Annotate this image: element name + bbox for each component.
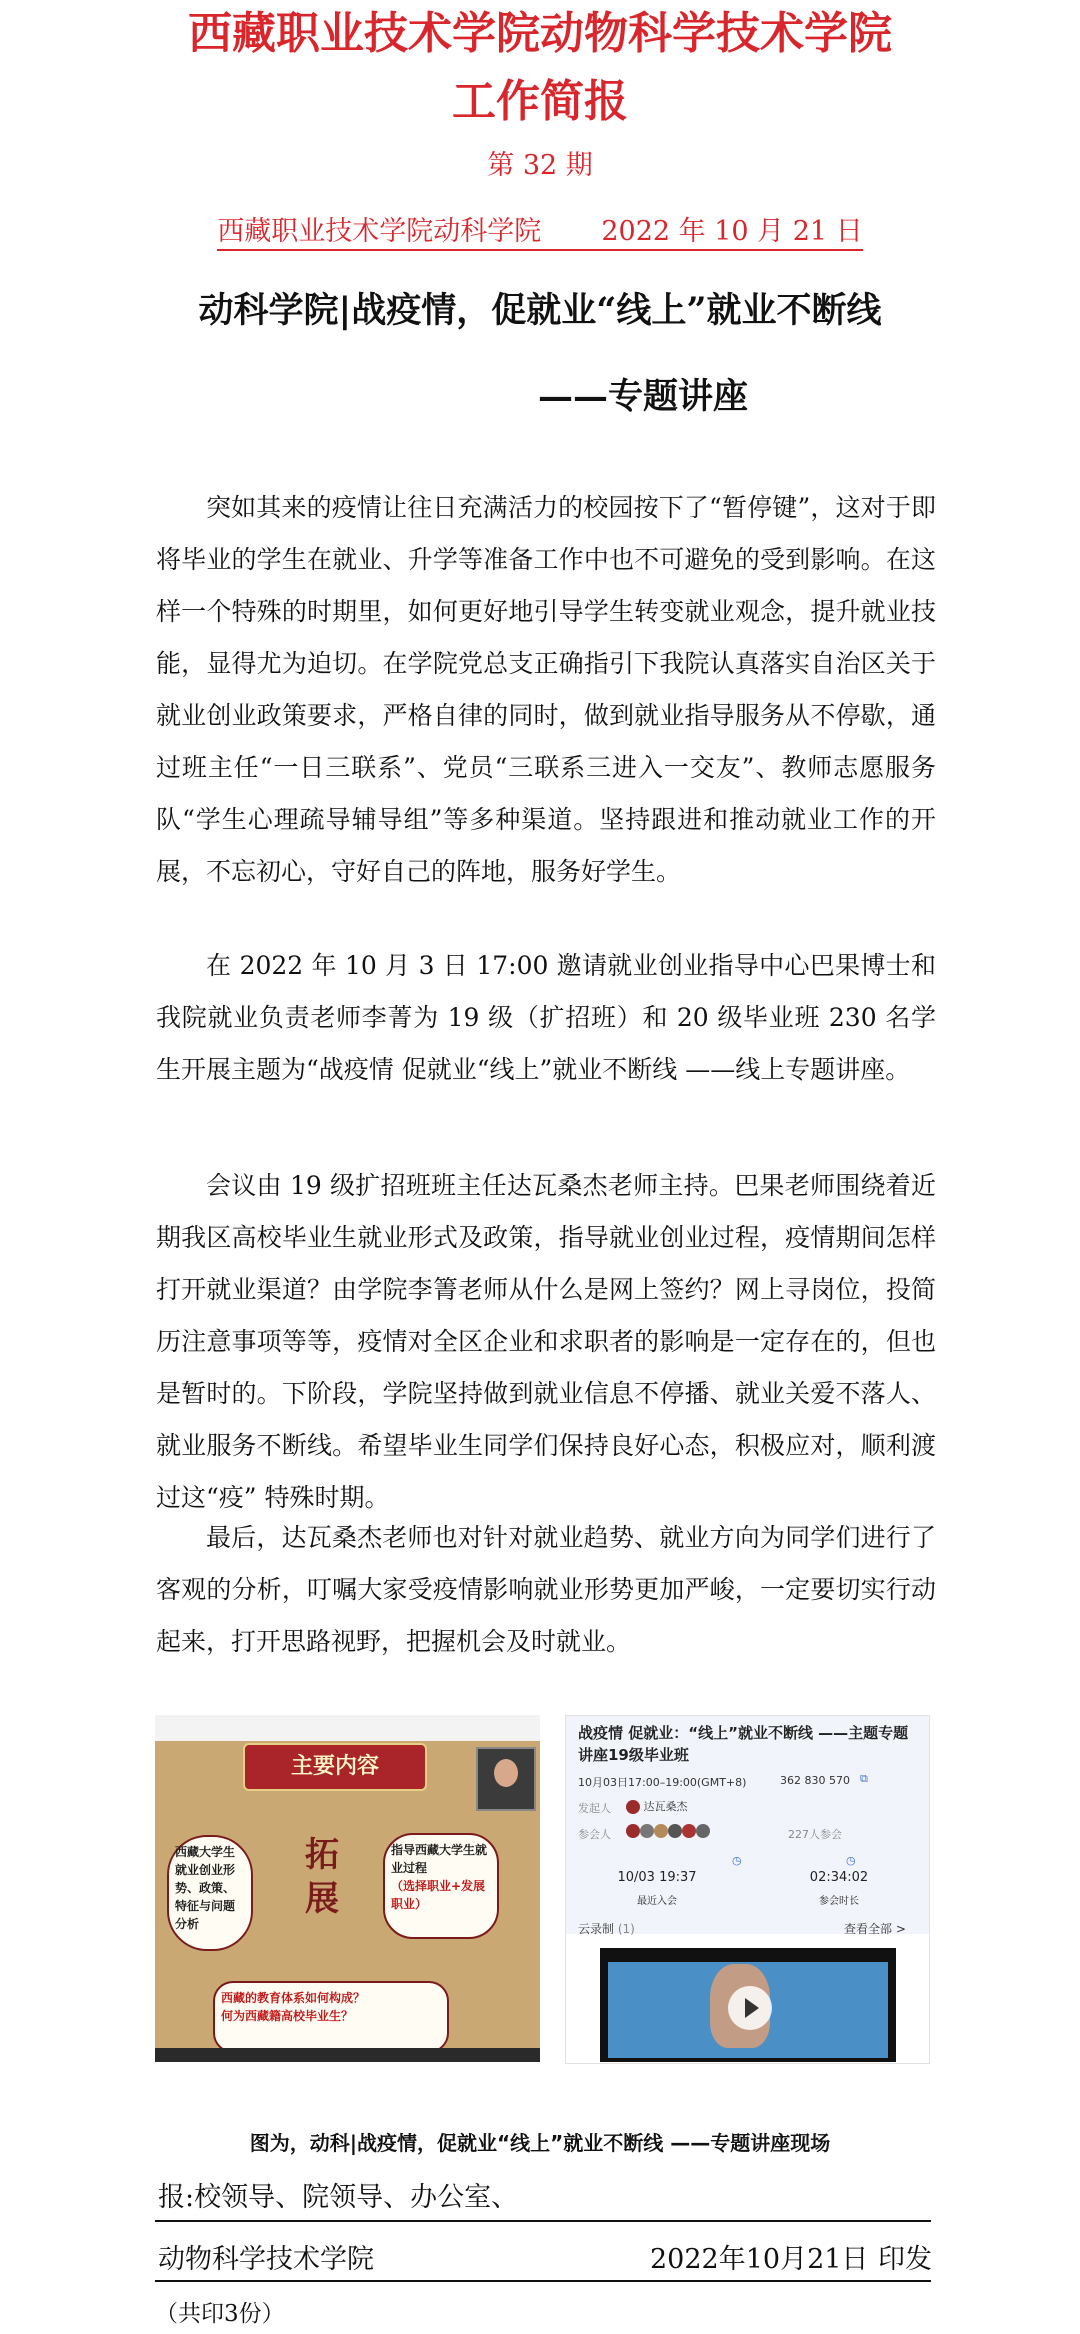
view-all-link[interactable]: 查看全部 >	[844, 1922, 906, 1936]
paragraph-3: 会议由 19 级扩招班班主任达瓦桑杰老师主持。巴果老师围绕着近期我区高校毕业生就业形式及政策，指导就业创业过程，疫情期间怎样打开就业渠道？由学院李箐老师从什么是网上签约？网上寻岗位，投简历注意事项等等，疫情对全区企业和求职者的影响是一定存在的，但也是暂时的。下阶段，学院坚持做到就业信息不停播、就业关爱不落人、就业服务不断线。希望毕业生同学们保持良好心态，积极应对，顺利渡过这“疫” 特殊时期。	[156, 1171, 936, 1512]
host-label: 发起人	[578, 1802, 611, 1815]
duration-clock-icon: ◷	[846, 1854, 856, 1867]
join-clock-icon: ◷	[732, 1854, 742, 1867]
brief-title: 工作简报	[452, 76, 628, 127]
org-title: 西藏职业技术学院动物科学技术学院	[188, 8, 892, 59]
slide-right-title: 指导西藏大学生就业过程	[391, 1843, 488, 1875]
host-row	[626, 1798, 688, 1814]
slide-bottom-box	[213, 1981, 449, 2053]
meeting-title: 战疫情 促就业：“线上”就业不断线 ——主题专题讲座19级毕业班	[578, 1724, 909, 1764]
slide-center-text: 拓展	[305, 1835, 339, 1919]
host-avatar	[626, 1800, 640, 1814]
host-name: 达瓦桑杰	[643, 1800, 688, 1813]
slide-bottom-line-2: 何为西藏籍高校毕业生？	[221, 2009, 354, 2023]
publish-date: 2022 年 10 月 21 日	[601, 216, 863, 247]
copy-icon[interactable]: ⧉	[860, 1772, 868, 1785]
meeting-info-photo	[565, 1715, 930, 2064]
slide-bottom-line-1: 西藏的教育体系如何构成？	[221, 1991, 366, 2005]
duration: 02:34:02	[809, 1870, 869, 1885]
taskbar	[155, 2048, 540, 2062]
copies-printed: （共印3份）	[155, 2301, 285, 2327]
recording-label: 云录制	[578, 1922, 615, 1936]
publisher: 西藏职业技术学院动科学院	[217, 216, 542, 247]
issuer: 动物科学技术学院	[158, 2244, 374, 2275]
publish-line	[0, 212, 1080, 252]
recording-video[interactable]	[600, 1948, 896, 2062]
lecture-slide-photo	[155, 1715, 540, 2062]
participants-count: 227人参会	[788, 1828, 842, 1841]
issue-date: 2022年10月21日	[650, 2244, 869, 2275]
speaker-face	[494, 1759, 518, 1787]
meeting-id: 362 830 570	[780, 1774, 850, 1787]
participant-avatars	[626, 1824, 710, 1838]
divider-2	[155, 2280, 931, 2282]
join-time: 10/03 19:37	[617, 1870, 697, 1885]
app-toolbar	[155, 1715, 540, 1741]
duration-label: 参会时长	[819, 1896, 859, 1907]
slide-banner-text: 主要内容	[290, 1754, 379, 1779]
divider-1	[155, 2220, 931, 2222]
article-subtitle: ——专题讲座	[538, 376, 749, 417]
slide-right-box	[383, 1833, 499, 1939]
participants-label: 参会人	[578, 1828, 611, 1841]
issue-word: 印发	[878, 2244, 932, 2275]
recording-count: (1)	[617, 1922, 635, 1936]
paragraph-4: 最后，达瓦桑杰老师也对针对就业趋势、就业方向为同学们进行了客观的分析，叮嘱大家受疫情影响就业形势更加严峻，一定要切实行动起来，打开思路视野，把握机会及时就业。	[156, 1523, 936, 1656]
issue-number: 第 32 期	[487, 150, 593, 181]
recipients: 报:校领导、院领导、办公室、	[158, 2182, 519, 2213]
slide-left-box: 西藏大学生就业创业形势、政策、特征与问题分析	[167, 1835, 253, 1951]
photo-caption: 图为，动科|战疫情，促就业“线上”就业不断线 ——专题讲座现场	[249, 2131, 831, 2155]
article-title: 动科学院|战疫情，促就业“线上”就业不断线	[198, 290, 882, 331]
play-icon[interactable]	[728, 1986, 772, 2030]
paragraph-1: 突如其来的疫情让往日充满活力的校园按下了“暂停键”，这对于即将毕业的学生在就业、升学等准备工作中也不可避免的受到影响。在这样一个特殊的时期里，如何更好地引导学生转变就业观念，提升就业技能，显得尤为迫切。在学院党总支正确指引下我院认真落实自治区关于就业创业政策要求，严格自律的同时，做到就业指导服务从不停歇，通过班主任“一日三联系”、党员“三联系三进入一交友”、教师志愿服务队“学生心理疏导辅导组”等多种渠道。坚持跟进和推动就业工作的开展，不忘初心，守好自己的阵地，服务好学生。	[156, 493, 936, 886]
recording-section	[578, 1920, 635, 1937]
paragraph-2: 在 2022 年 10 月 3 日 17:00 邀请就业创业指导中心巴果博士和我院就业负责老师李菁为 19 级（扩招班）和 20 级毕业班 230 名学生开展主题为“战疫情 促就业“线上”就业不断线 ——线上专题讲座。	[156, 951, 936, 1084]
slide-banner	[243, 1743, 427, 1791]
slide-right-note: （选择职业+发展职业）	[391, 1879, 486, 1911]
webcam-thumbnail	[476, 1747, 536, 1811]
join-label: 最近入会	[637, 1896, 677, 1907]
meeting-time: 10月03日17:00–19:00(GMT+8)	[578, 1776, 747, 1789]
